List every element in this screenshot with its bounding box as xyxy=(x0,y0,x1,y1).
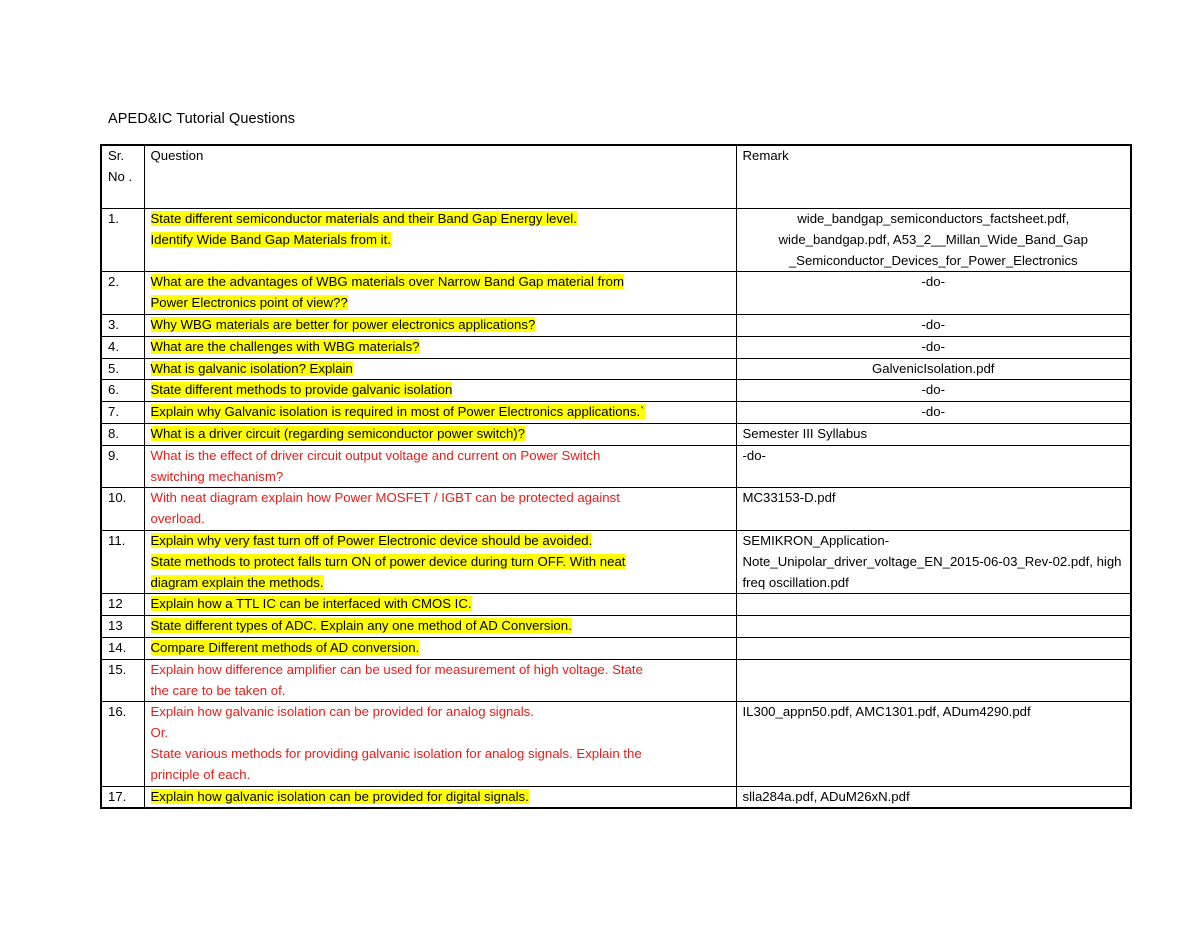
row-sr-no: 11. xyxy=(101,530,144,593)
question-line: Explain why Galvanic isolation is required in most of Power Electronics applications.` xyxy=(150,404,645,420)
question-line-wrap xyxy=(151,230,730,251)
question-line: overload. xyxy=(150,511,205,527)
row-sr-no: 12 xyxy=(101,594,144,616)
question-line: What are the advantages of WBG materials over Narrow Band Gap material from xyxy=(150,274,624,290)
table-row xyxy=(101,786,1131,808)
question-line-wrap xyxy=(151,765,730,786)
question-line: Explain how difference amplifier can be used for measurement of high voltage. State xyxy=(150,661,643,677)
row-remark: -do- xyxy=(736,402,1131,424)
table-row xyxy=(101,530,1131,593)
question-line: Compare Different methods of AD conversion. xyxy=(150,639,420,655)
row-remark: Semester III Syllabus xyxy=(736,423,1131,445)
row-question xyxy=(144,659,736,702)
question-line: State different methods to provide galvanic isolation xyxy=(150,382,453,398)
header-remark: Remark xyxy=(736,145,1131,209)
row-sr-no: 14. xyxy=(101,637,144,659)
row-remark: SEMIKRON_Application-Note_Unipolar_driver_voltage_EN_2015-06-03_Rev-02.pdf, high freq oscillation.pdf xyxy=(736,530,1131,593)
question-line: Identify Wide Band Gap Materials from it. xyxy=(150,231,391,247)
question-line-wrap xyxy=(151,293,730,314)
question-line-wrap xyxy=(151,337,730,358)
question-line: What is a driver circuit (regarding semiconductor power switch)? xyxy=(150,425,526,441)
question-line-wrap xyxy=(151,467,730,488)
question-line-wrap xyxy=(151,446,730,467)
question-line-wrap xyxy=(151,787,730,808)
table-row xyxy=(101,445,1131,488)
question-line-wrap xyxy=(151,552,730,573)
row-question xyxy=(144,445,736,488)
row-sr-no: 5. xyxy=(101,358,144,380)
row-question xyxy=(144,402,736,424)
row-sr-no: 15. xyxy=(101,659,144,702)
question-line-wrap xyxy=(151,660,730,681)
question-line: State various methods for providing galvanic isolation for analog signals. Explain the xyxy=(150,745,642,761)
question-line-wrap xyxy=(151,488,730,509)
question-line-wrap xyxy=(151,594,730,615)
question-line-wrap xyxy=(151,272,730,293)
row-question xyxy=(144,272,736,315)
table-row xyxy=(101,209,1131,272)
row-remark: -do- xyxy=(736,272,1131,315)
row-question xyxy=(144,380,736,402)
row-question xyxy=(144,336,736,358)
question-line: Explain how a TTL IC can be interfaced with CMOS IC. xyxy=(150,596,472,612)
row-sr-no: 7. xyxy=(101,402,144,424)
row-remark: -do- xyxy=(736,380,1131,402)
question-line: Power Electronics point of view?? xyxy=(150,295,348,311)
question-line: the care to be taken of. xyxy=(150,682,286,698)
table-row xyxy=(101,358,1131,380)
row-question xyxy=(144,423,736,445)
question-line: Explain how galvanic isolation can be provided for analog signals. xyxy=(150,704,534,720)
question-line-wrap xyxy=(151,531,730,552)
question-line: State different semiconductor materials and their Band Gap Energy level. xyxy=(150,211,577,226)
question-line: What is the effect of driver circuit output voltage and current on Power Switch xyxy=(150,447,601,463)
questions-table-body xyxy=(101,145,1131,808)
row-sr-no: 6. xyxy=(101,380,144,402)
row-remark: MC33153-D.pdf xyxy=(736,488,1131,531)
question-line: switching mechanism? xyxy=(150,468,284,484)
row-remark xyxy=(736,594,1131,616)
row-question xyxy=(144,209,736,272)
row-question xyxy=(144,488,736,531)
table-row xyxy=(101,594,1131,616)
table-header-row xyxy=(101,145,1131,209)
row-question xyxy=(144,702,736,786)
row-remark: -do- xyxy=(736,314,1131,336)
row-remark: -do- xyxy=(736,445,1131,488)
row-question xyxy=(144,314,736,336)
row-sr-no: 3. xyxy=(101,314,144,336)
question-line-wrap xyxy=(151,315,730,336)
row-question xyxy=(144,594,736,616)
row-remark xyxy=(736,659,1131,702)
question-line-wrap xyxy=(151,209,730,230)
row-sr-no: 13 xyxy=(101,616,144,638)
question-line: State methods to protect falls turn ON of power device during turn OFF. With neat xyxy=(150,553,626,569)
row-remark: wide_bandgap_semiconductors_factsheet.pdf, wide_bandgap.pdf, A53_2__Millan_Wide_Band_Gap _Semiconductor_Devices_for_Power_Electronics xyxy=(736,209,1131,272)
table-row xyxy=(101,702,1131,786)
question-line-wrap xyxy=(151,380,730,401)
table-row xyxy=(101,402,1131,424)
question-line-wrap xyxy=(151,616,730,637)
header-sr-no-text: Sr. No . xyxy=(108,148,133,184)
question-line-wrap xyxy=(151,509,730,530)
row-question xyxy=(144,358,736,380)
row-question xyxy=(144,530,736,593)
table-row xyxy=(101,637,1131,659)
row-remark xyxy=(736,637,1131,659)
row-sr-no: 4. xyxy=(101,336,144,358)
row-sr-no: 16. xyxy=(101,702,144,786)
row-remark: -do- xyxy=(736,336,1131,358)
header-sr-no xyxy=(101,145,144,209)
question-line: principle of each. xyxy=(150,766,251,782)
table-row xyxy=(101,380,1131,402)
table-row xyxy=(101,616,1131,638)
question-line-wrap xyxy=(151,702,730,723)
row-question xyxy=(144,786,736,808)
questions-table xyxy=(100,144,1132,809)
row-sr-no: 9. xyxy=(101,445,144,488)
question-line: Why WBG materials are better for power electronics applications? xyxy=(150,316,536,332)
row-question xyxy=(144,616,736,638)
header-question: Question xyxy=(144,145,736,209)
question-line: Or. xyxy=(150,725,169,741)
row-sr-no: 2. xyxy=(101,272,144,315)
table-row xyxy=(101,659,1131,702)
row-remark: IL300_appn50.pdf, AMC1301.pdf, ADum4290.pdf xyxy=(736,702,1131,786)
question-line-wrap xyxy=(151,359,730,380)
question-line-wrap xyxy=(151,638,730,659)
table-row xyxy=(101,336,1131,358)
row-remark: GalvenicIsolation.pdf xyxy=(736,358,1131,380)
document-title: APED&IC Tutorial Questions xyxy=(108,111,296,127)
question-line: Explain how galvanic isolation can be provided for digital signals. xyxy=(150,788,529,804)
question-line-wrap xyxy=(151,424,730,445)
row-question xyxy=(144,637,736,659)
question-line: diagram explain the methods. xyxy=(150,574,324,590)
question-line: What are the challenges with WBG materials? xyxy=(150,338,420,354)
row-sr-no: 1. xyxy=(101,209,144,272)
question-line: State different types of ADC. Explain any one method of AD Conversion. xyxy=(150,618,572,634)
question-line: With neat diagram explain how Power MOSFET / IGBT can be protected against xyxy=(150,490,620,506)
table-row xyxy=(101,488,1131,531)
table-row xyxy=(101,314,1131,336)
table-row xyxy=(101,423,1131,445)
question-line-wrap xyxy=(151,573,730,594)
table-row xyxy=(101,272,1131,315)
row-sr-no: 10. xyxy=(101,488,144,531)
question-line-wrap xyxy=(151,681,730,702)
row-remark: slla284a.pdf, ADuM26xN.pdf xyxy=(736,786,1131,808)
row-remark xyxy=(736,616,1131,638)
row-sr-no: 17. xyxy=(101,786,144,808)
row-sr-no: 8. xyxy=(101,423,144,445)
question-line-wrap xyxy=(151,402,730,423)
question-line: What is galvanic isolation? Explain xyxy=(150,360,353,376)
question-line: Explain why very fast turn off of Power Electronic device should be avoided. xyxy=(150,532,593,548)
question-line-wrap xyxy=(151,744,730,765)
question-line-wrap xyxy=(151,723,730,744)
